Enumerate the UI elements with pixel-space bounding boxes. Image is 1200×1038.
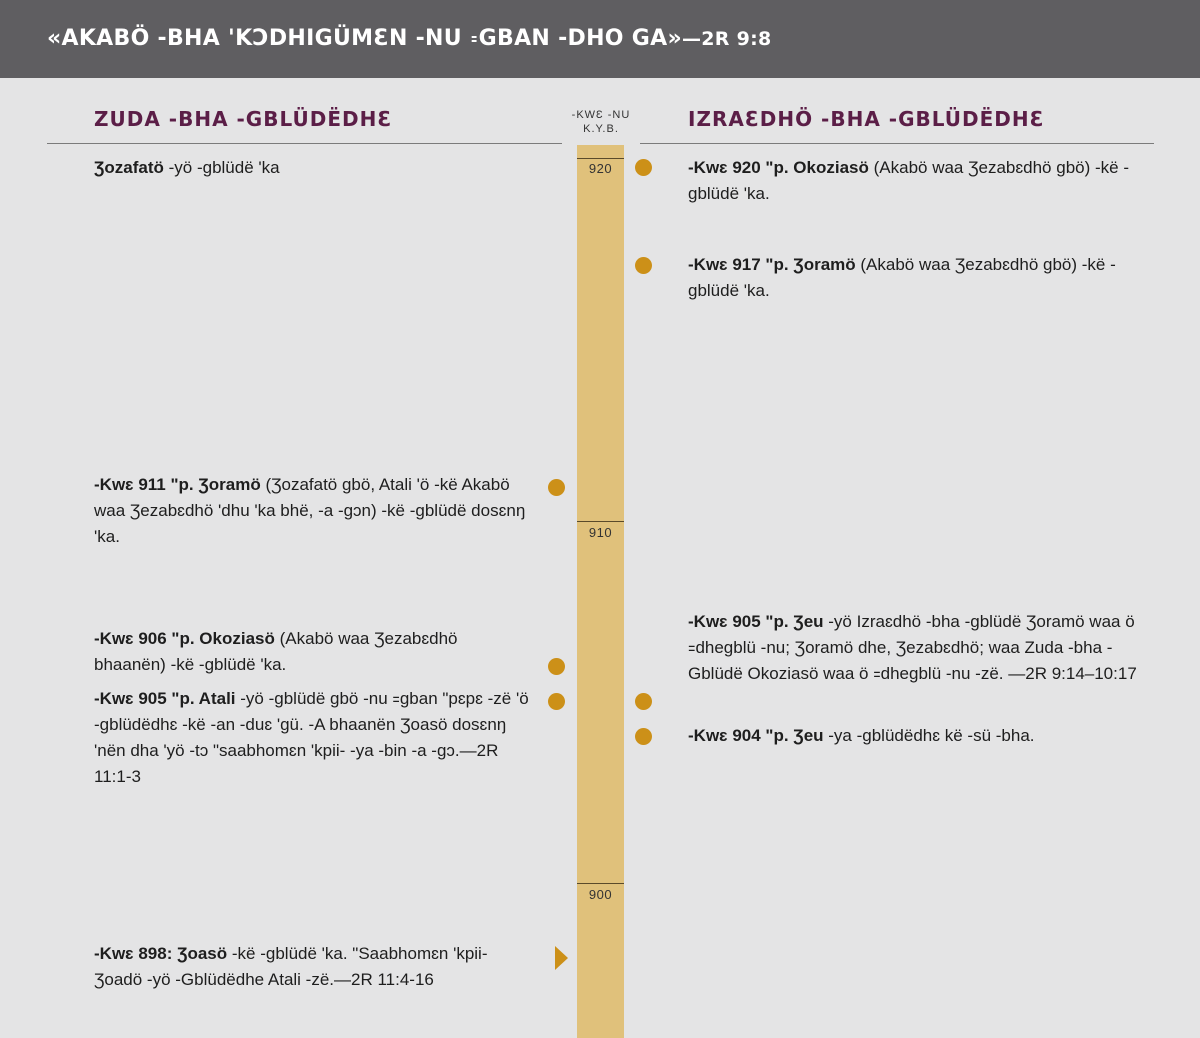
left-heading-rule [47, 143, 562, 144]
judah-event [94, 686, 534, 790]
israel-event [688, 155, 1158, 207]
tick-920 [577, 158, 624, 159]
event-heading: -Kwɛ 905 "p. Ʒeu [688, 612, 824, 631]
israel-event [688, 723, 1158, 749]
event-heading: -Kwɛ 898: Ʒoasö [94, 944, 228, 963]
event-text: (Ʒozafatö gbö, Atali 'ö -kë Akabö waa Ʒezabɛdhö 'dhu 'ka bhë, -a -gɔn) -kë -gblüdë dosɛnŋ 'ka. [94, 475, 526, 546]
judah-event [94, 472, 534, 550]
israel-event [688, 609, 1158, 687]
header-bar [0, 0, 1200, 78]
event-heading: -Kwɛ 911 "p. Ʒoramö [94, 475, 261, 494]
israel-kings-heading: IZRAƐDHÖ -BHA -GBLÜDËDHƐ [688, 107, 1045, 131]
event-text: -ya -gblüdëdhɛ kë -sü -bha. [823, 726, 1035, 745]
event-text: -yö Izraɛdhö -bha -gblüdë Ʒoramö waa ö ꞊dhegblü -nu; Ʒoramö dhe, Ʒezabɛdhö; waa Zuda -bha -Gblüdë Okoziasö waa ö ꞊dhegblü -nu -zë. —2R 9:14–10:17 [688, 612, 1137, 683]
timeline-bar [577, 145, 624, 1038]
event-marker-dot [635, 257, 652, 274]
event-heading: -Kwɛ 906 "p. Okoziasö [94, 629, 275, 648]
event-marker-dot [635, 693, 652, 710]
page-title [47, 26, 772, 51]
event-text: -kë -gblüdë 'ka. "Saabhomɛn 'kpii- Ʒoadö -yö -Gblüdëdhe Atali -zë.—2R 11:4-16 [94, 944, 488, 989]
axis-label-line1: -KWƐ -NU [571, 109, 631, 121]
right-heading-rule [640, 143, 1154, 144]
tick-label-900: 900 [588, 887, 613, 902]
event-heading: Ʒozafatö [94, 158, 164, 177]
event-heading: -Kwɛ 920 "p. Okoziasö [688, 158, 869, 177]
event-text: (Akabö waa Ʒezabɛdhö gbö) -kë -gblüdë 'ka. [688, 158, 1129, 203]
event-heading: -Kwɛ 905 "p. Atali [94, 689, 236, 708]
event-marker-arrow [555, 946, 568, 970]
tick-label-910: 910 [588, 525, 613, 540]
judah-kings-heading: ZUDA -BHA -GBLÜDËDHƐ [94, 107, 393, 131]
tick-label-920: 920 [588, 161, 613, 176]
event-text: (Akabö waa Ʒezabɛdhö bhaanën) -kë -gblüdë 'ka. [94, 629, 458, 674]
event-text: -yö -gblüdë gbö -nu ꞊gban "pɛpɛ -zë 'ö -gblüdëdhɛ -kë -an -duɛ 'gü. -A bhaanën Ʒoasö dosɛnŋ 'nën dha 'yö -tɔ "saabhomɛn 'kpii- -ya -bin -a -gɔ.—2R 11:1-3 [94, 689, 529, 786]
event-marker-dot [635, 728, 652, 745]
tick-900 [577, 883, 624, 884]
judah-event [94, 155, 534, 181]
event-heading: -Kwɛ 904 "p. Ʒeu [688, 726, 824, 745]
event-text: (Akabö waa Ʒezabɛdhö gbö) -kë -gblüdë 'ka. [688, 255, 1116, 300]
axis-label-line2: K.Y.B. [583, 123, 619, 135]
tick-910 [577, 521, 624, 522]
event-marker-dot [548, 658, 565, 675]
event-text: -yö -gblüdë 'ka [163, 158, 280, 177]
judah-event [94, 626, 534, 678]
israel-event [688, 252, 1158, 304]
title-reference: —2R 9:8 [681, 28, 772, 50]
event-marker-dot [548, 693, 565, 710]
judah-event [94, 941, 534, 993]
title-text: «AKABÖ -BHA 'KƆDHIGÜMƐN -NU ꞊GBAN -DHO GA» [47, 26, 682, 51]
event-marker-dot [548, 479, 565, 496]
event-marker-dot [635, 159, 652, 176]
event-heading: -Kwɛ 917 "p. Ʒoramö [688, 255, 856, 274]
timeline-axis-label [562, 108, 640, 136]
